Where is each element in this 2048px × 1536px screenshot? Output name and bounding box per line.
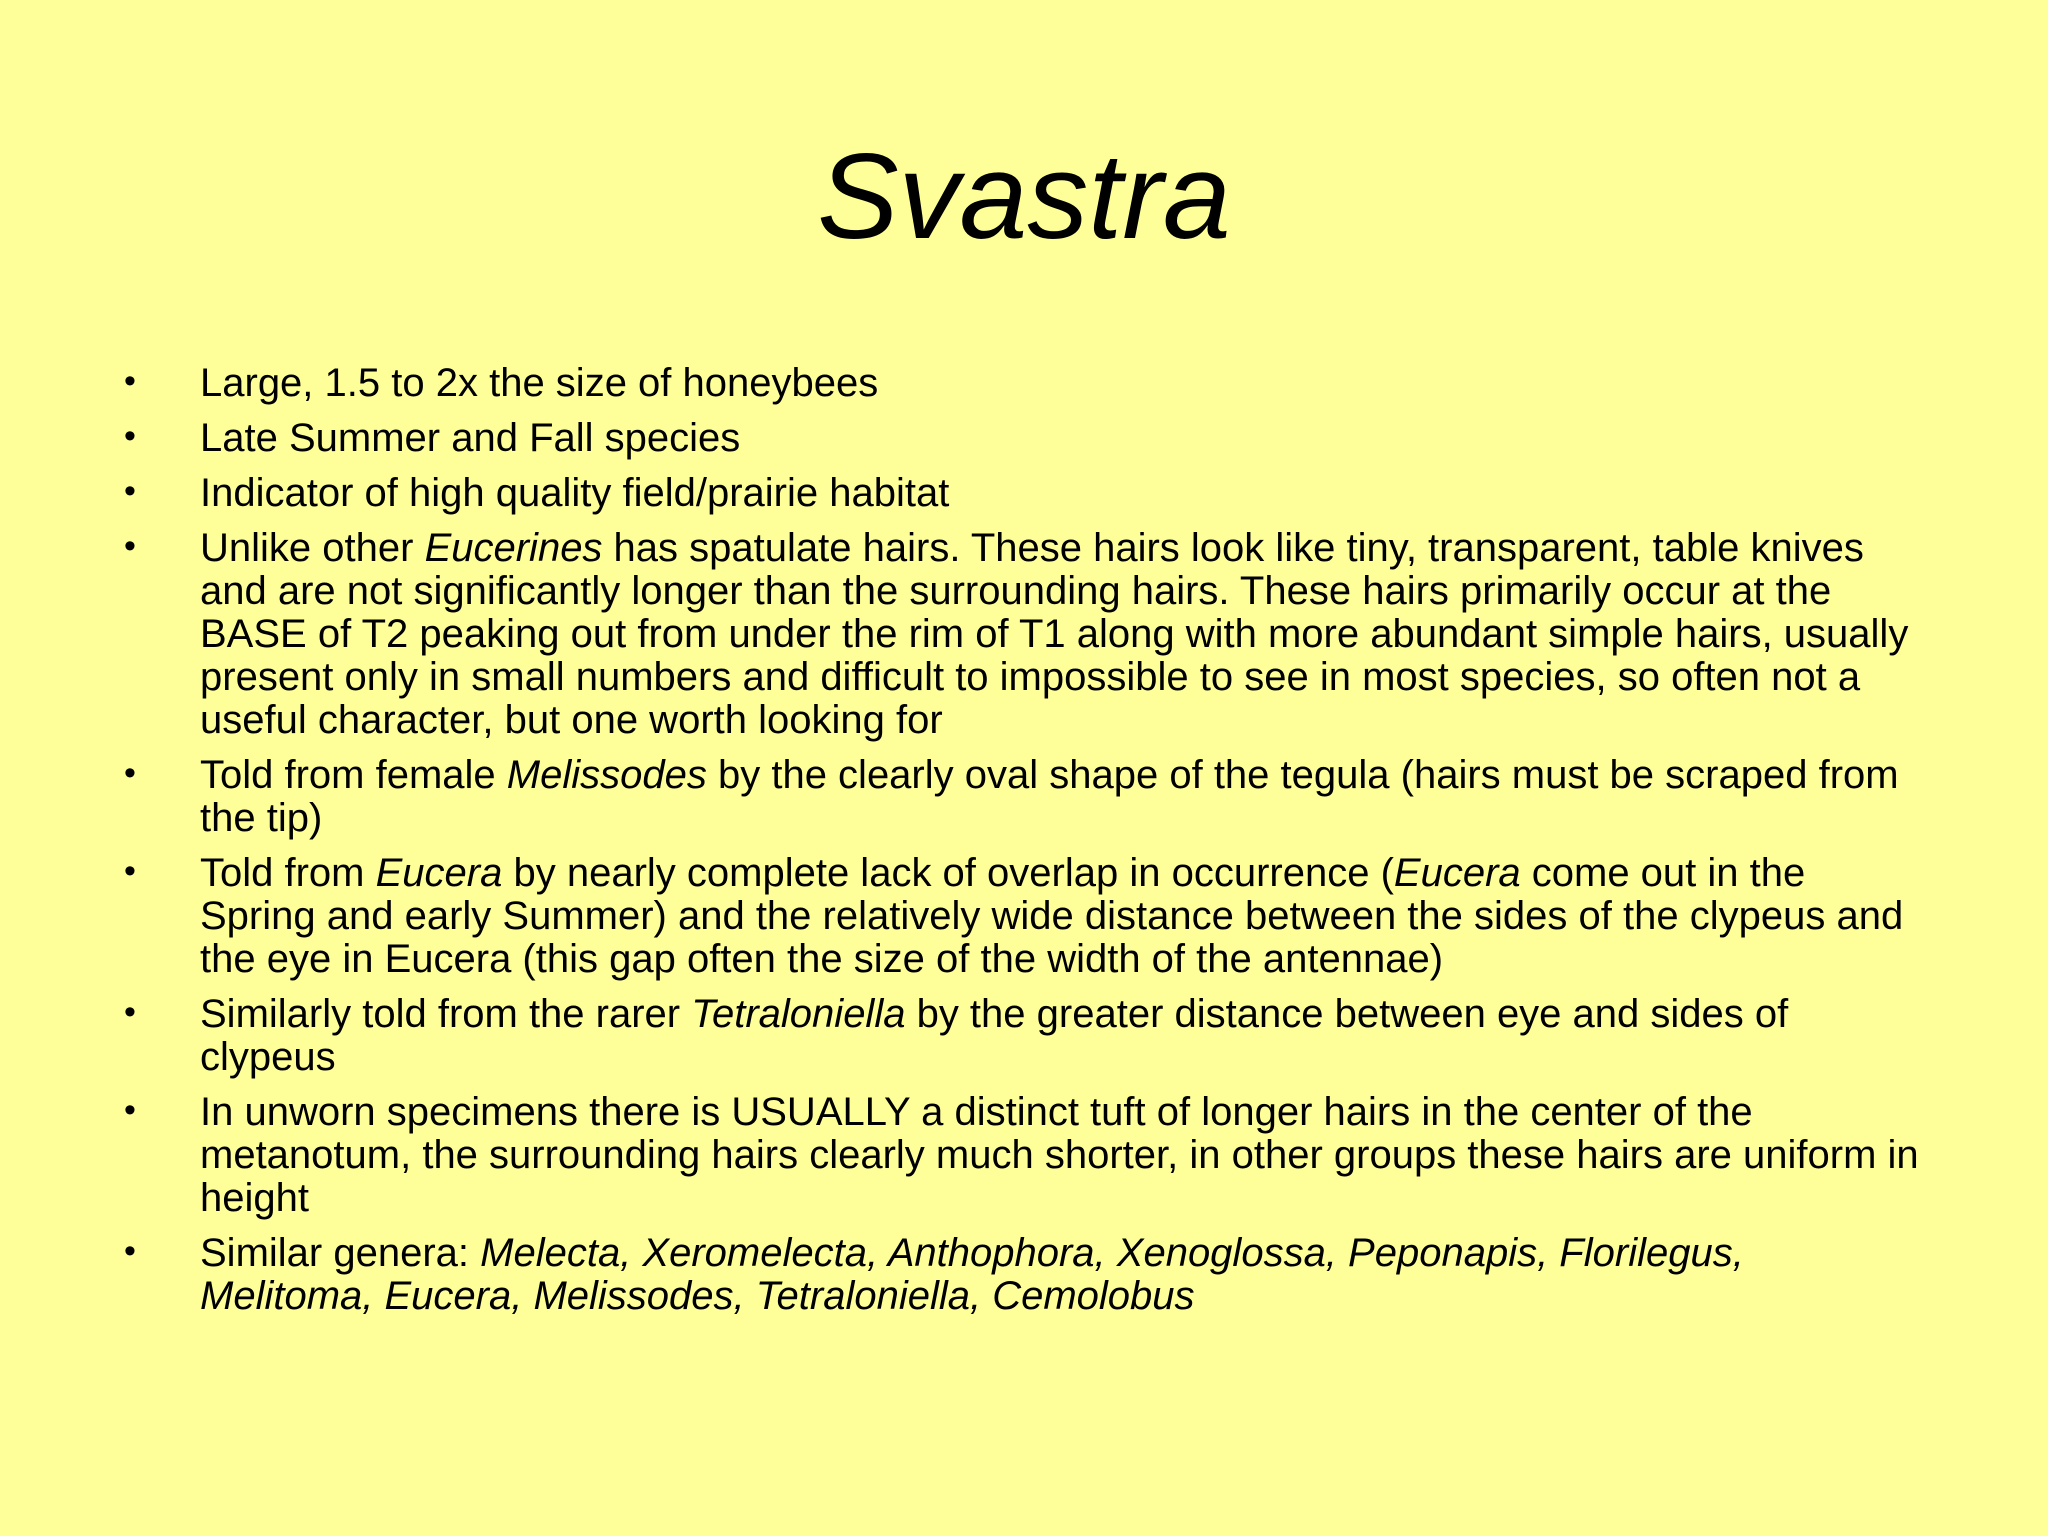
bullet-icon: • [124, 527, 136, 565]
taxon-name: Eucera [375, 851, 503, 895]
slide-title: Svastra [817, 128, 1231, 264]
bullet-text: Told from female [200, 753, 507, 797]
list-item [120, 472, 1920, 515]
bullet-text: by the clearly oval shape of the tegula (hairs must be scraped from the tip) [200, 753, 1899, 840]
list-item [120, 1091, 1920, 1220]
list-item [120, 993, 1920, 1079]
bullet-icon: • [124, 1232, 136, 1270]
bullet-text: Late Summer and Fall species [200, 416, 741, 460]
list-item [120, 417, 1920, 460]
bullet-text: come out in the Spring and early Summer) and the relatively wide distance between the sides of the clypeus and the eye in Eucera (this gap often the size of the width of the antennae) [200, 851, 1904, 981]
bullet-icon: • [124, 362, 136, 400]
bullet-text: Similarly told from the rarer [200, 992, 692, 1036]
bullet-text: Indicator of high quality field/prairie habitat [200, 471, 950, 515]
bullet-text: by nearly complete lack of overlap in occurrence ( [502, 851, 1394, 895]
bullet-icon: • [124, 1091, 136, 1129]
bullet-text: Unlike other [200, 526, 425, 570]
genera-list: Melecta, Xeromelecta, Anthophora, Xenoglossa, Peponapis, Florilegus, Melitoma, Eucera, Melissodes, Tetraloniella, Cemolobus [200, 1231, 1744, 1318]
bullet-text: Told from [200, 851, 376, 895]
taxon-name: Melissodes [506, 753, 707, 797]
list-item [120, 754, 1920, 840]
bullet-text: Large, 1.5 to 2x the size of honeybees [200, 361, 879, 405]
list-item [120, 1232, 1920, 1318]
list-item [120, 852, 1920, 981]
list-item [120, 527, 1920, 742]
bullet-text: has spatulate hairs. These hairs look like tiny, transparent, table knives and are not significantly longer than the surrounding hairs. These hairs primarily occur at the BASE of T2 peaking out from under the rim of T1 along with more abundant simple hairs, usually present only in small numbers and difficult to impossible to see in most species, so often not a useful character, but one worth looking for [200, 526, 1909, 742]
bullet-text: Similar genera: [200, 1231, 481, 1275]
bullet-icon: • [124, 417, 136, 455]
list-item [120, 362, 1920, 405]
bullet-icon: • [124, 754, 136, 792]
bullet-text: by the greater distance between eye and sides of clypeus [200, 992, 1789, 1079]
bullet-list [120, 362, 1920, 1330]
bullet-icon: • [124, 993, 136, 1031]
taxon-name: Eucera [1393, 851, 1521, 895]
bullet-icon: • [124, 852, 136, 890]
taxon-name: Tetraloniella [691, 992, 906, 1036]
bullet-text: In unworn specimens there is USUALLY a distinct tuft of longer hairs in the center of the metanotum, the surrounding hairs clearly much shorter, in other groups these hairs are uniform in height [200, 1090, 1919, 1220]
taxon-name: Eucerines [424, 526, 603, 570]
bullet-icon: • [124, 472, 136, 510]
